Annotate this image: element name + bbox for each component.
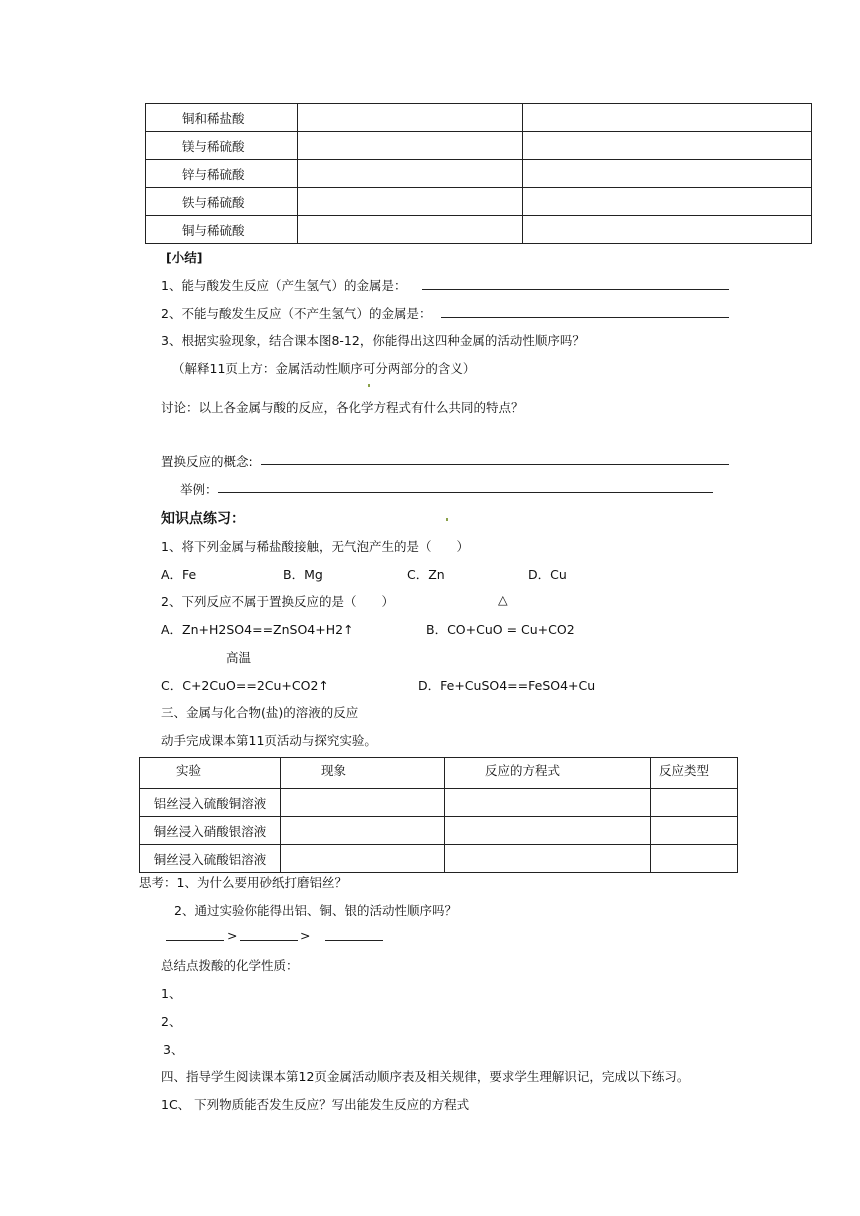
summary-item-3: 3、根据实验现象，结合课本图8-12，你能得出这四种金属的活动性顺序吗？ [161,333,585,348]
section3-title: 三、金属与化合物(盐)的溶液的反应 [161,705,359,720]
table-cell-empty [651,845,738,873]
header-experiment: 实验 [140,758,281,789]
high-temp-label: 高温 [226,650,252,665]
table-row [140,845,738,873]
answer-line [422,289,729,290]
acid-prop-item: 2、 [161,1014,182,1029]
answer-line [218,492,713,493]
table-cell-label: 铜和稀盐酸 [146,104,298,132]
q2-option-b: B．CO+CuO = Cu+CO2 [426,622,575,637]
table-cell-empty [298,160,523,188]
table-cell-label: 铜丝浸入硫酸铝溶液 [140,845,281,873]
table-cell-empty [523,104,812,132]
heat-triangle-symbol: △ [498,592,508,607]
answer-blank [166,940,224,941]
answer-line [261,464,729,465]
table-row [146,132,812,160]
summary-note: （解释11页上方：金属活动性顺序可分两部分的含义） [172,361,476,376]
header-reaction-type: 反应类型 [651,758,738,789]
option-d: D．Cu [528,567,567,582]
summary-item-1: 1、能与酸发生反应（产生氢气）的金属是： [161,278,407,293]
thinking-q2: 2、通过实验你能得出铝、铜、银的活动性顺序吗？ [174,903,457,918]
answer-blank [240,940,298,941]
table-cell-empty [298,132,523,160]
table-cell-empty [651,817,738,845]
table-cell-empty [651,789,738,817]
table-cell-empty [298,216,523,244]
table-cell-empty [523,132,812,160]
metal-acid-table [145,103,812,244]
table-row [146,216,812,244]
table-cell-label: 铁与稀硫酸 [146,188,298,216]
greater-than-2: > [300,928,311,943]
summary-item-2: 2、不能与酸发生反应（不产生氢气）的金属是： [161,306,432,321]
table-cell-empty [523,160,812,188]
table-cell-label: 镁与稀硫酸 [146,132,298,160]
acid-prop-item: 1、 [161,986,182,1001]
table-cell-label: 铜丝浸入硝酸银溶液 [140,817,281,845]
table-cell-empty [298,188,523,216]
summary-heading: [小结] [166,250,203,265]
example-label: 举例： [180,482,218,497]
table-row [146,104,812,132]
option-c: C．Zn [407,567,445,582]
table-cell-empty [281,845,445,873]
q2-option-a: A．Zn+H2SO4==ZnSO4+H2↑ [161,622,354,637]
header-equation: 反应的方程式 [445,758,651,789]
table-cell-label: 锌与稀硫酸 [146,160,298,188]
section3-instruction: 动手完成课本第11页活动与探究实验。 [161,733,377,748]
thinking-q1: 思考：1、为什么要用砂纸打磨铝丝？ [139,875,347,890]
option-b: B．Mg [283,567,323,582]
table-cell-empty [523,216,812,244]
practice-q1: 1、将下列金属与稀盐酸接触，无气泡产生的是（ ） [161,539,469,554]
table-cell-empty [445,817,651,845]
practice-q2: 2、下列反应不属于置换反应的是（ ） [161,594,394,609]
concept-label: 置换反应的概念: [161,454,253,469]
speck-mark [368,384,370,387]
table-cell-label: 铝丝浸入硫酸铜溶液 [140,789,281,817]
answer-line [441,317,729,318]
section4-title: 四、指导学生阅读课本第12页金属活动顺序表及相关规律，要求学生理解识记，完成以下练习。 [161,1069,690,1084]
table-row [146,188,812,216]
option-a: A．Fe [161,567,197,582]
practice-heading: 知识点练习： [161,511,245,527]
acid-props-title: 总结点拨酸的化学性质： [161,958,299,973]
table-row [140,789,738,817]
table-header-row [140,758,738,789]
table-cell-label: 铜与稀硫酸 [146,216,298,244]
table-cell-empty [445,845,651,873]
salt-solution-table [139,757,738,873]
q2-option-c: C．C+2CuO==2Cu+CO2↑ [161,678,329,693]
table-cell-empty [523,188,812,216]
header-phenomenon: 现象 [281,758,445,789]
acid-prop-item: 3、 [163,1042,184,1057]
table-row [140,817,738,845]
table-cell-empty [445,789,651,817]
table-cell-empty [281,789,445,817]
discussion-text: 讨论：以上各金属与酸的反应，各化学方程式有什么共同的特点？ [161,400,524,415]
speck-mark [446,518,448,521]
table-cell-empty [281,817,445,845]
answer-blank [325,940,383,941]
section4-q1: 1C、 下列物质能否发生反应？写出能发生反应的方程式 [161,1097,470,1112]
greater-than-1: > [227,928,238,943]
q2-option-d: D．Fe+CuSO4==FeSO4+Cu [418,678,596,693]
table-cell-empty [298,104,523,132]
table-row [146,160,812,188]
